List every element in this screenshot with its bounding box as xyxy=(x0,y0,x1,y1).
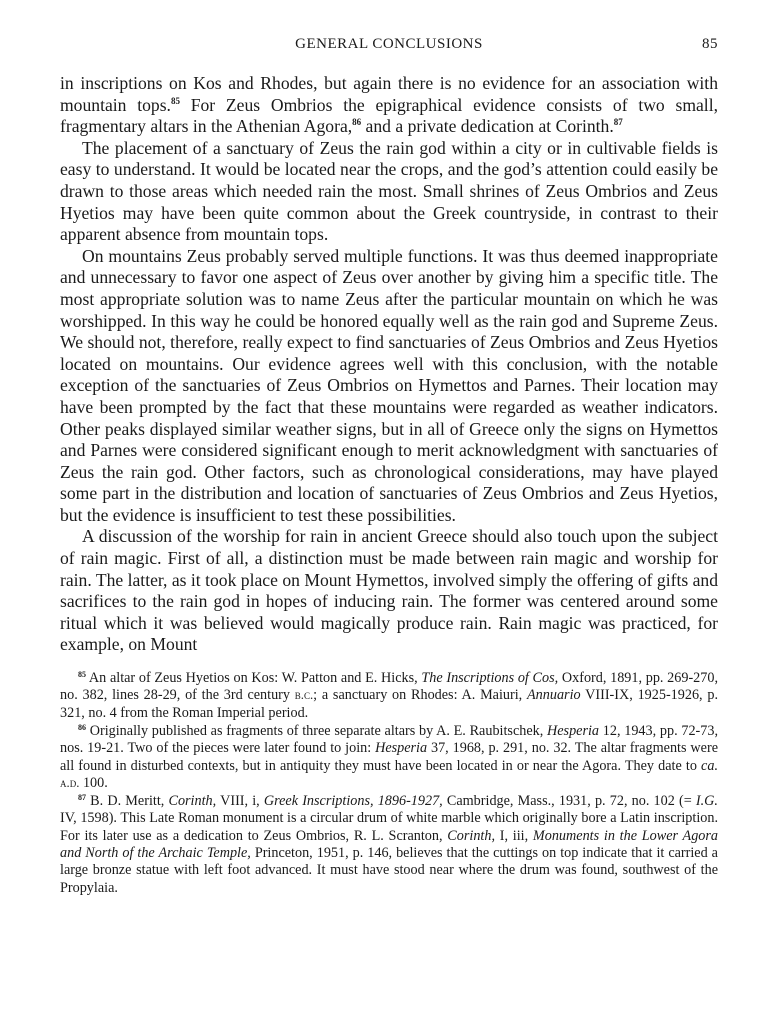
paragraph-1-text-c: and a private dedication at Corinth. xyxy=(361,116,614,137)
footnote-italic: Hesperia xyxy=(547,722,600,739)
footnote-italic: I.G. xyxy=(695,793,718,810)
footnote-ref-87: 87 xyxy=(613,117,623,128)
footnote-text: Princeton, 1951, p. 146, believes that the cuttings on top indicate that it carried a large bronze statue with left foot advanced. It must have stood near where the drum was found, southwest of the Propylaia. xyxy=(60,845,718,896)
footnote-text: Cambridge, Mass., 1931, p. 72, no. 102 (= xyxy=(442,793,696,810)
footnote-87 xyxy=(60,793,718,897)
main-text xyxy=(60,73,718,656)
paragraph-1 xyxy=(60,73,718,138)
footnote-text: ; a sanctuary on Rhodes: A. Maiuri, xyxy=(313,687,528,704)
footnote-italic: ca. xyxy=(701,757,718,774)
footnote-smallcaps: b.c. xyxy=(294,688,314,703)
footnote-text: An altar of Zeus Hyetios on Kos: W. Patton and E. Hicks, xyxy=(86,670,422,687)
footnote-italic: Hesperia xyxy=(375,740,428,757)
footnote-text: B. D. Meritt, xyxy=(86,793,169,810)
footnote-ref-86: 86 xyxy=(352,117,362,128)
footnote-text: 12, 1943, pp. 72-73, nos. 19-21. Two of the pieces were later found to join: xyxy=(60,722,718,757)
footnote-italic: Corinth, xyxy=(168,793,217,810)
footnote-text: VIII-IX, 1925-1926, p. 321, no. 4 from the Roman Imperial period. xyxy=(60,687,718,721)
paragraph-1-text-a: in inscriptions on Kos and Rhodes, but again there is no evidence for an association with mountain tops. xyxy=(60,73,718,115)
footnote-text: IV, 1598). This Late Roman monument is a circular drum of white marble which originally bore a Latin inscription. For its later use as a dedication to Zeus Ombrios, R. L. Scranton, xyxy=(60,810,718,844)
footnote-text: 100. xyxy=(79,774,108,791)
paragraph-2: The placement of a sanctuary of Zeus the rain god within a city or in cultivable fields is easy to understand. It would be located near the crops, and the god’s attention could easily be drawn to those areas which needed rain the most. Small shrines of Zeus Ombrios and Zeus Hyetios may have been quite common about the Greek countryside, in contrast to their apparent absence from mountain tops. xyxy=(60,137,718,245)
paragraph-1-text-b: For Zeus Ombrios the epigraphical evidence consists of two small, fragmentary altars in the Athenian Agora, xyxy=(60,94,718,137)
paragraph-3: On mountains Zeus probably served multiple functions. It was thus deemed inappropriate and unnecessary to favor one aspect of Zeus over another by giving him a specific title. The most appropriate solution was to name Zeus after the particular mountain on which he was worshipped. In this way he could be honored equally well as the rain god and Supreme Zeus. We should not, therefore, really expect to find sanctuaries of Zeus Ombrios and Zeus Hyetios located on mountains. Our evidence agrees well with this conclusion, with the notable exception of the sanctuaries of Zeus Ombrios on Hymettos and Parnes. Their location may have been prompted by the fact that these mountains were regarded as weather indicators. Other peaks displayed similar weather signs, but in all of Greece only the signs on Hymettos and Parnes were considered significant enough to merit acknowledgment with sanctuaries of Zeus the rain god. Other factors, such as chronological considerations, may have played some part in the distribution and location of sanctuaries of Zeus Ombrios and Zeus Hyetios, but the evidence is insufficient to test these possibilities. xyxy=(60,245,718,525)
page-number: 85 xyxy=(702,36,718,52)
footnote-mark: 86 xyxy=(78,722,86,732)
book-page xyxy=(60,36,718,898)
footnote-italic: Corinth, xyxy=(447,827,495,844)
footnote-text: I, iii, xyxy=(495,827,533,844)
footnotes xyxy=(60,670,718,897)
footnote-italic: Annuario xyxy=(527,687,581,704)
paragraph-4: A discussion of the worship for rain in ancient Greece should also touch upon the subject of rain magic. First of all, a distinction must be made between rain magic and worship for rain. The latter, as it took place on Mount Hymettos, involved simply the offering of gifts and sacrifices to the rain god in hopes of inducing rain. The former was centered around some ritual which it was believed would magically produce rain. Rain magic was practiced, for example, on Mount xyxy=(60,526,718,655)
footnote-smallcaps: a.d. xyxy=(60,775,80,790)
footnote-ref-85: 85 xyxy=(170,95,180,106)
footnote-mark: 85 xyxy=(78,670,86,680)
running-header xyxy=(60,36,718,62)
footnote-86 xyxy=(60,723,718,792)
footnote-text: Oxford, 1891, pp. 269-270, no. 382, lines 28-29, of the 3rd century xyxy=(60,670,718,704)
footnote-italic: The Inscriptions of Cos, xyxy=(421,670,559,687)
footnote-text: Originally published as fragments of three separate altars by A. E. Raubitschek, xyxy=(86,722,548,739)
footnote-text: 37, 1968, p. 291, no. 32. The altar fragments were all found in disturbed contexts, but in antiquity they must have been located in or near the Agora. They date to xyxy=(60,740,718,774)
footnote-italic: Monuments in the Lower Agora and North of the Archaic Temple, xyxy=(60,827,718,861)
footnote-italic: Greek Inscriptions, 1896-1927, xyxy=(263,793,443,810)
running-title: GENERAL CONCLUSIONS xyxy=(295,36,483,52)
footnote-85 xyxy=(60,670,718,722)
footnote-text: VIII, i, xyxy=(216,793,264,810)
footnote-mark: 87 xyxy=(78,793,86,803)
